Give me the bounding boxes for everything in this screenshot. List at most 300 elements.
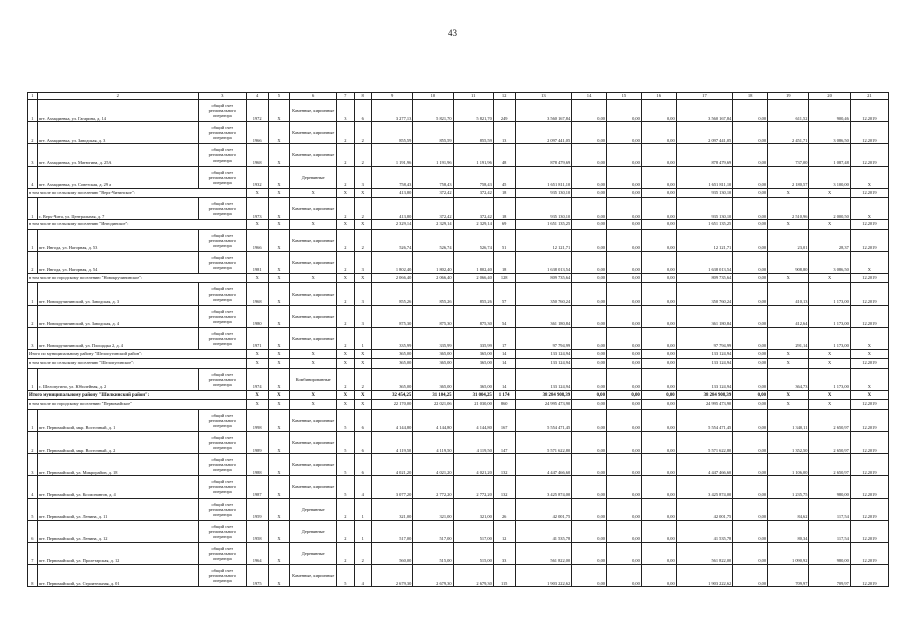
header-cell: 1: [28, 93, 38, 100]
row-number-cell: 8: [28, 565, 38, 587]
value-cell: X: [809, 350, 850, 359]
value-cell: 365,00: [413, 350, 453, 359]
table-row: [28, 100, 889, 122]
address-cell: пгт. Первомайский, ул. Ленина, д. 11: [37, 498, 198, 520]
value-cell: 97 794,99: [676, 327, 733, 349]
commission-year-cell: X: [268, 476, 290, 498]
wall-material-cell: Каменные, кирпичные: [290, 327, 337, 349]
row-number-cell: 7: [28, 542, 38, 564]
district-total-row: [28, 391, 889, 400]
value-cell: 1 638 013,54: [515, 251, 572, 273]
value-cell: 0,00: [606, 391, 641, 400]
wall-material-cell: Каменные, кирпичные: [290, 229, 337, 251]
value-cell: 517,00: [371, 520, 412, 542]
value-cell: 0,00: [572, 350, 607, 359]
value-cell: X: [768, 220, 809, 229]
value-cell: 361 180,84: [676, 305, 733, 327]
value-cell: 1 651 135,25: [515, 220, 572, 229]
address-cell: пгт. Первомайский, ул. Космонавтов, д. 4: [37, 476, 198, 498]
table-row: [28, 144, 889, 166]
value-cell: 0,00: [733, 391, 768, 400]
value-cell: 0,00: [606, 327, 641, 349]
value-cell: 22 021,06: [413, 400, 453, 409]
value-cell: 3 086,50: [809, 122, 850, 144]
value-cell: 2 066,40: [413, 274, 453, 283]
value-cell: 0,00: [606, 368, 641, 390]
row-number-cell: 3: [28, 144, 38, 166]
value-cell: 0,00: [733, 400, 768, 409]
value-cell: 2 650,97: [809, 409, 850, 431]
value-cell: X: [768, 188, 809, 197]
value-cell: 758,43: [371, 166, 412, 188]
header-cell: 11: [453, 93, 493, 100]
value-cell: X: [290, 359, 337, 368]
row-number-cell: 1: [28, 409, 38, 431]
value-cell: 321,00: [413, 498, 453, 520]
value-cell: 0,00: [606, 274, 641, 283]
year-cell: 1973: [246, 198, 268, 220]
value-cell: 1 235,75: [768, 476, 809, 498]
address-cell: пгт. Ахмадиевка, ул. Гагарина, д. 14: [37, 100, 198, 122]
value-cell: 38 284 908,39: [515, 391, 572, 400]
table-row: [28, 305, 889, 327]
value-cell: 3 086,50: [809, 251, 850, 273]
value-cell: X: [768, 400, 809, 409]
value-cell: X: [268, 359, 290, 368]
value-cell: 1 173,00: [809, 368, 850, 390]
value-cell: 0,00: [606, 198, 641, 220]
value-cell: 84,62: [768, 498, 809, 520]
fund-method-cell: общий счет регионального оператора: [198, 327, 246, 349]
value-cell: 0,00: [641, 565, 676, 587]
floors-cell: 2: [337, 283, 354, 305]
value-cell: 4 119,50: [413, 431, 453, 453]
value-cell: 132: [493, 454, 515, 476]
year-cell: 1971: [246, 327, 268, 349]
entrances-cell: 3: [354, 166, 371, 188]
value-cell: 860: [493, 400, 515, 409]
value-cell: 365,00: [371, 350, 412, 359]
floors-cell: 2: [337, 305, 354, 327]
value-cell: 18: [493, 188, 515, 197]
floors-cell: 5: [337, 565, 354, 587]
row-number-cell: 4: [28, 166, 38, 188]
value-cell: 2 097 441,05: [515, 122, 572, 144]
value-cell: X: [354, 350, 371, 359]
value-cell: 2 451,71: [768, 122, 809, 144]
subtotal-label-cell: в том числе по сельскому поселению "Шелопугинское":: [28, 359, 247, 368]
value-cell: 1 106,00: [768, 454, 809, 476]
value-cell: 291,14: [768, 327, 809, 349]
commission-year-cell: X: [268, 565, 290, 587]
value-cell: X: [768, 391, 809, 400]
value-cell: 1 173,00: [809, 327, 850, 349]
value-cell: 0,00: [733, 359, 768, 368]
value-cell: 365,00: [371, 359, 412, 368]
value-cell: 878 479,69: [676, 144, 733, 166]
value-cell: 0,00: [733, 198, 768, 220]
value-cell: X: [850, 350, 888, 359]
entrances-cell: 3: [354, 283, 371, 305]
value-cell: 18: [493, 198, 515, 220]
wall-material-cell: Каменные, кирпичные: [290, 251, 337, 273]
value-cell: 2 066,40: [371, 274, 412, 283]
address-cell: с. Шелопугино, ул. Юбилейная, д. 2: [37, 368, 198, 390]
value-cell: 0,00: [572, 251, 607, 273]
value-cell: 14: [493, 368, 515, 390]
value-cell: 12.2019: [850, 122, 888, 144]
value-cell: 69: [493, 220, 515, 229]
address-cell: пгт. Ахмадиевка, ул. Советская, д. 29 а: [37, 166, 198, 188]
year-cell: 1966: [246, 229, 268, 251]
value-cell: 0,00: [606, 498, 641, 520]
subtotal-row: [28, 350, 889, 359]
value-cell: X: [850, 251, 888, 273]
header-cell: 14: [572, 93, 607, 100]
value-cell: 5 571 622,80: [515, 431, 572, 453]
value-cell: 54: [493, 305, 515, 327]
value-cell: 0,00: [641, 144, 676, 166]
commission-year-cell: X: [268, 166, 290, 188]
value-cell: 0,00: [733, 251, 768, 273]
value-cell: X: [268, 274, 290, 283]
value-cell: 4 447 466,60: [515, 454, 572, 476]
commission-year-cell: X: [268, 454, 290, 476]
value-cell: 0,00: [641, 454, 676, 476]
entrances-cell: 4: [354, 476, 371, 498]
value-cell: X: [809, 274, 850, 283]
value-cell: 0,00: [606, 188, 641, 197]
value-cell: 249: [493, 100, 515, 122]
value-cell: 335,99: [453, 327, 493, 349]
value-cell: 561 822,00: [676, 542, 733, 564]
year-cell: 1989: [246, 431, 268, 453]
entrances-cell: 2: [354, 198, 371, 220]
value-cell: 517,00: [413, 520, 453, 542]
value-cell: X: [290, 391, 337, 400]
value-cell: X: [246, 188, 268, 197]
value-cell: 809 735,64: [515, 274, 572, 283]
value-cell: 0,00: [606, 283, 641, 305]
value-cell: 0,00: [606, 100, 641, 122]
wall-material-cell: Деревянные: [290, 166, 337, 188]
value-cell: 2 097 441,05: [676, 122, 733, 144]
header-cell: 20: [809, 93, 850, 100]
value-cell: 97 794,99: [515, 327, 572, 349]
year-cell: 1987: [246, 476, 268, 498]
value-cell: 0,00: [572, 391, 607, 400]
row-number-cell: 5: [28, 498, 38, 520]
floors-cell: 2: [337, 122, 354, 144]
value-cell: 0,00: [572, 100, 607, 122]
value-cell: X: [768, 274, 809, 283]
value-cell: 3 077,20: [371, 476, 412, 498]
value-cell: 0,00: [641, 198, 676, 220]
commission-year-cell: X: [268, 431, 290, 453]
value-cell: X: [268, 400, 290, 409]
value-cell: 335,99: [413, 327, 453, 349]
header-cell: 9: [371, 93, 412, 100]
wall-material-cell: Деревянные: [290, 520, 337, 542]
year-cell: 1998: [246, 409, 268, 431]
value-cell: X: [337, 220, 354, 229]
floors-cell: 2: [337, 368, 354, 390]
address-cell: пгт. Ингода, ул. Нагорная, д. 53: [37, 229, 198, 251]
fund-method-cell: общий счет регионального оператора: [198, 283, 246, 305]
value-cell: 0,00: [572, 431, 607, 453]
value-cell: 4 119,50: [453, 431, 493, 453]
address-cell: пгт. Первомайский, мкр. Восточный, д. 1: [37, 409, 198, 431]
value-cell: 1 903 222,62: [676, 565, 733, 587]
value-cell: 48: [493, 144, 515, 166]
value-cell: 22 170,00: [371, 400, 412, 409]
subtotal-label-cell: в том числе по городскому поселению "Первомайское": [28, 400, 247, 409]
value-cell: 33: [493, 542, 515, 564]
value-cell: 0,00: [641, 520, 676, 542]
value-cell: 45: [493, 166, 515, 188]
value-cell: X: [290, 350, 337, 359]
year-cell: 1972: [246, 100, 268, 122]
floors-cell: 2: [337, 198, 354, 220]
value-cell: 1 173,00: [809, 305, 850, 327]
value-cell: 0,00: [733, 220, 768, 229]
address-cell: пгт. Первомайский, ул. Ленина, д. 12: [37, 520, 198, 542]
value-cell: 935 130,10: [515, 198, 572, 220]
value-cell: X: [337, 391, 354, 400]
fund-method-cell: общий счет регионального оператора: [198, 251, 246, 273]
value-cell: 321,00: [371, 498, 412, 520]
value-cell: 855,26: [453, 283, 493, 305]
value-cell: 0,00: [606, 144, 641, 166]
floors-cell: 2: [337, 542, 354, 564]
value-cell: X: [246, 220, 268, 229]
value-cell: 2 329,14: [413, 220, 453, 229]
header-cell: 6: [290, 93, 337, 100]
value-cell: 12 121,71: [676, 229, 733, 251]
value-cell: 875,30: [453, 305, 493, 327]
row-number-cell: 4: [28, 476, 38, 498]
value-cell: 0,00: [733, 305, 768, 327]
value-cell: 4 021,20: [453, 454, 493, 476]
value-cell: X: [246, 400, 268, 409]
fund-method-cell: общий счет регионального оператора: [198, 229, 246, 251]
value-cell: 24 995 473,90: [515, 400, 572, 409]
value-cell: 3 425 874,00: [676, 476, 733, 498]
value-cell: 133 124,94: [676, 359, 733, 368]
value-cell: 935 130,10: [676, 198, 733, 220]
value-cell: X: [337, 350, 354, 359]
value-cell: 0,00: [606, 454, 641, 476]
register-table: [27, 92, 889, 587]
table-row: [28, 166, 889, 188]
header-cell: 8: [354, 93, 371, 100]
subtotal-row: [28, 359, 889, 368]
value-cell: 1 802,40: [413, 251, 453, 273]
subtotal-label-cell: в том числе по сельскому поселению "Ингодинское":: [28, 220, 247, 229]
value-cell: 5 554 471,45: [676, 409, 733, 431]
value-cell: 38 284 908,39: [676, 391, 733, 400]
value-cell: 12.2019: [850, 359, 888, 368]
value-cell: 855,59: [453, 122, 493, 144]
value-cell: 3 277,13: [371, 100, 412, 122]
row-number-cell: 2: [28, 305, 38, 327]
value-cell: 0,00: [733, 498, 768, 520]
table-row: [28, 476, 889, 498]
value-cell: 147: [493, 431, 515, 453]
value-cell: 0,00: [572, 198, 607, 220]
value-cell: 0,00: [641, 100, 676, 122]
table-row: [28, 409, 889, 431]
header-cell: 16: [641, 93, 676, 100]
floors-cell: 2: [337, 251, 354, 273]
value-cell: 5 821,70: [453, 100, 493, 122]
address-cell: с. Верх-Чита, ул. Центральная, д. 7: [37, 198, 198, 220]
entrances-cell: 1: [354, 520, 371, 542]
value-cell: X: [290, 220, 337, 229]
value-cell: 13: [493, 122, 515, 144]
year-cell: 1988: [246, 454, 268, 476]
value-cell: 12 121,71: [515, 229, 572, 251]
value-cell: 117,54: [809, 520, 850, 542]
value-cell: X: [337, 274, 354, 283]
subtotal-row: [28, 220, 889, 229]
value-cell: 12.2019: [850, 476, 888, 498]
value-cell: 1 191,96: [413, 144, 453, 166]
value-cell: 3 560 167,84: [676, 100, 733, 122]
value-cell: 51: [493, 229, 515, 251]
value-cell: 2 329,14: [371, 220, 412, 229]
commission-year-cell: X: [268, 409, 290, 431]
wall-material-cell: Каменные, кирпичные: [290, 431, 337, 453]
value-cell: 365,00: [453, 359, 493, 368]
year-cell: 1980: [246, 305, 268, 327]
value-cell: 0,00: [733, 274, 768, 283]
fund-method-cell: общий счет регионального оператора: [198, 368, 246, 390]
value-cell: 361 180,84: [515, 305, 572, 327]
year-cell: 1975: [246, 565, 268, 587]
value-cell: 0,00: [572, 220, 607, 229]
value-cell: 0,00: [641, 188, 676, 197]
wall-material-cell: Каменные, кирпичные: [290, 198, 337, 220]
commission-year-cell: X: [268, 305, 290, 327]
value-cell: 0,00: [572, 409, 607, 431]
value-cell: 4 021,20: [371, 454, 412, 476]
value-cell: 28,37: [809, 229, 850, 251]
value-cell: 0,00: [572, 166, 607, 188]
value-cell: 2 000,50: [809, 198, 850, 220]
value-cell: 2 180,57: [768, 166, 809, 188]
value-cell: 0,00: [606, 520, 641, 542]
entrances-cell: 3: [354, 251, 371, 273]
value-cell: 21 030,00: [453, 400, 493, 409]
value-cell: 1 191,96: [371, 144, 412, 166]
value-cell: 2 329,14: [453, 220, 493, 229]
value-cell: 0,00: [733, 520, 768, 542]
value-cell: 372,42: [413, 188, 453, 197]
address-cell: пгт. Первомайский, ул. Пролетарская, д. 12: [37, 542, 198, 564]
fund-method-cell: общий счет регионального оператора: [198, 305, 246, 327]
value-cell: X: [337, 400, 354, 409]
value-cell: 0,00: [733, 476, 768, 498]
value-cell: 365,00: [453, 350, 493, 359]
entrances-cell: 2: [354, 368, 371, 390]
value-cell: 365,00: [413, 368, 453, 390]
value-cell: 0,00: [572, 188, 607, 197]
value-cell: 12.2019: [850, 283, 888, 305]
row-number-cell: 1: [28, 100, 38, 122]
value-cell: 365,00: [453, 368, 493, 390]
value-cell: 0,00: [606, 350, 641, 359]
value-cell: X: [850, 198, 888, 220]
value-cell: 12.2019: [850, 400, 888, 409]
value-cell: 0,00: [572, 122, 607, 144]
value-cell: 517,00: [453, 520, 493, 542]
value-cell: 17: [493, 327, 515, 349]
subtotal-row: [28, 188, 889, 197]
value-cell: 133 124,94: [515, 359, 572, 368]
value-cell: 0,00: [606, 305, 641, 327]
header-cell: 3: [198, 93, 246, 100]
address-cell: пгт. Новокручининский, ул. Заводская, д. 3: [37, 283, 198, 305]
table-row: [28, 283, 889, 305]
value-cell: 321,00: [453, 498, 493, 520]
value-cell: 935 130,10: [676, 188, 733, 197]
header-cell: 12: [493, 93, 515, 100]
value-cell: 0,00: [572, 498, 607, 520]
address-cell: пгт. Первомайский, мкр. Восточный, д. 2: [37, 431, 198, 453]
value-cell: 0,00: [733, 122, 768, 144]
value-cell: 0,00: [733, 454, 768, 476]
value-cell: 0,00: [606, 229, 641, 251]
value-cell: 4 119,50: [371, 431, 412, 453]
value-cell: X: [290, 188, 337, 197]
value-cell: 117,54: [809, 498, 850, 520]
value-cell: 12.2019: [850, 188, 888, 197]
value-cell: 0,00: [606, 400, 641, 409]
value-cell: 12.2019: [850, 274, 888, 283]
value-cell: 42 001,75: [676, 498, 733, 520]
value-cell: 4 144,80: [371, 409, 412, 431]
value-cell: 5 571 622,80: [676, 431, 733, 453]
value-cell: 0,00: [641, 350, 676, 359]
value-cell: 0,00: [641, 283, 676, 305]
entrances-cell: 2: [354, 229, 371, 251]
table-row: [28, 520, 889, 542]
value-cell: 560,00: [371, 542, 412, 564]
wall-material-cell: Деревянные: [290, 498, 337, 520]
value-cell: 12.2019: [850, 220, 888, 229]
value-cell: 31 104,25: [413, 391, 453, 400]
value-cell: 0,00: [641, 220, 676, 229]
value-cell: 0,00: [641, 476, 676, 498]
fund-method-cell: общий счет регионального оператора: [198, 542, 246, 564]
value-cell: 0,00: [572, 454, 607, 476]
value-cell: 0,00: [641, 251, 676, 273]
value-cell: 12.2019: [850, 498, 888, 520]
value-cell: X: [337, 188, 354, 197]
commission-year-cell: X: [268, 283, 290, 305]
value-cell: 413,80: [371, 198, 412, 220]
value-cell: X: [354, 274, 371, 283]
value-cell: 12.2019: [850, 520, 888, 542]
value-cell: X: [246, 391, 268, 400]
table-row: [28, 229, 889, 251]
value-cell: 350 760,24: [676, 283, 733, 305]
value-cell: 526,74: [453, 229, 493, 251]
value-cell: 4 447 466,60: [676, 454, 733, 476]
value-cell: 0,00: [641, 166, 676, 188]
value-cell: 12.2019: [850, 229, 888, 251]
